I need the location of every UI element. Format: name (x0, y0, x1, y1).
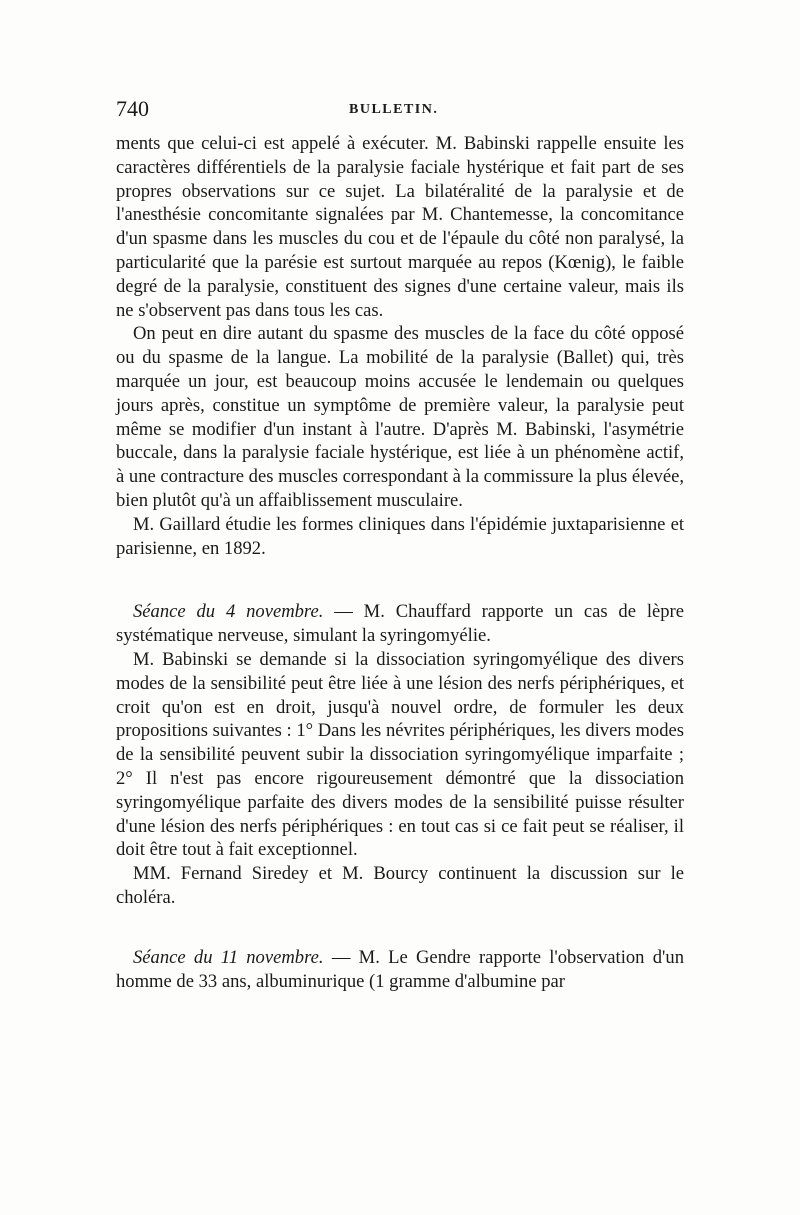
paragraph-gaillard: M. Gaillard étudie les formes cliniques dans l'épidémie juxtaparisienne et parisienne, en 1892. (116, 513, 684, 559)
paragraph-siredey: MM. Fernand Siredey et M. Bourcy continuent la discussion sur le choléra. (116, 863, 684, 908)
paragraph-spasme: On peut en dire autant du spasme des muscles de la face du côté opposé ou du spasme de la langue. La mobilité de la paralysie (Ballet) qui, très marquée un jour, est beaucoup moins accusée le lendemain ou quelques jours après, constitue un symptôme de première valeur, la paralysie peut même se modifier d'un instant à l'autre. D'après M. Babinski, l'asymétrie buccale, dans la paralysie faciale hystérique, est liée à un phénomène actif, à une contracture des muscles correspondant à la commissure la plus élevée, bien plutôt qu'à un affaiblissement musculaire. (116, 323, 684, 511)
paragraph-babinski: M. Babinski se demande si la dissociation syringomyélique des divers modes de la sensibilité peut être liée à une lésion des nerfs périphériques, et croit qu'on est en droit, jusqu'à nouvel ordre, de formuler les deux propositions suivantes : 1° Dans les névrites périphériques, les divers modes de la sensibilité peuvent subir la dissociation syringomyélique imparfaite ; 2° Il n'est pas encore rigoureusement démontré que la dissociation syringomyélique parfaite des divers modes de la sensibilité puisse résulter d'une lésion des nerfs périphériques : en tout cas si ce fait peut se réaliser, il doit être tout à fait exceptionnel. (116, 648, 684, 861)
page-header (116, 96, 684, 124)
page-number: 740 (116, 96, 149, 121)
seance-heading: Séance du 4 novembre. (133, 601, 324, 623)
seance-text: — M. Chauffard rapporte un cas de lèpre systématique nerveuse, simulant la syringomyélie. (116, 601, 684, 647)
section-gap (116, 560, 684, 600)
section-gap (116, 910, 684, 946)
running-head: BULLETIN. (349, 102, 439, 117)
body-text (116, 132, 684, 993)
seance-heading: Séance du 11 novembre. (133, 946, 324, 968)
seance-text: — M. Le Gendre rapporte l'observation d'un homme de 33 ans, albuminurique (1 gramme d'albumine par (116, 946, 684, 992)
seance-11-novembre (116, 946, 684, 994)
paragraph-continuation: ments que celui-ci est appelé à exécuter. M. Babinski rappelle ensuite les caractères différentiels de la paralysie faciale hystérique et fait part de ses propres observations sur ce sujet. La bilatéralité de la paralysie et de l'anesthésie concomitante signalées par M. Chantemesse, la concomitance d'un spasme dans les muscles du cou et de l'épaule du côté non paralysé, la particularité que la parésie est surtout marquée au repos (Kœnig), le faible degré de la paralysie, constituent des signes d'une certaine valeur, mais ils ne s'observent pas dans tous les cas. (116, 133, 684, 321)
seance-4-novembre (116, 600, 684, 648)
